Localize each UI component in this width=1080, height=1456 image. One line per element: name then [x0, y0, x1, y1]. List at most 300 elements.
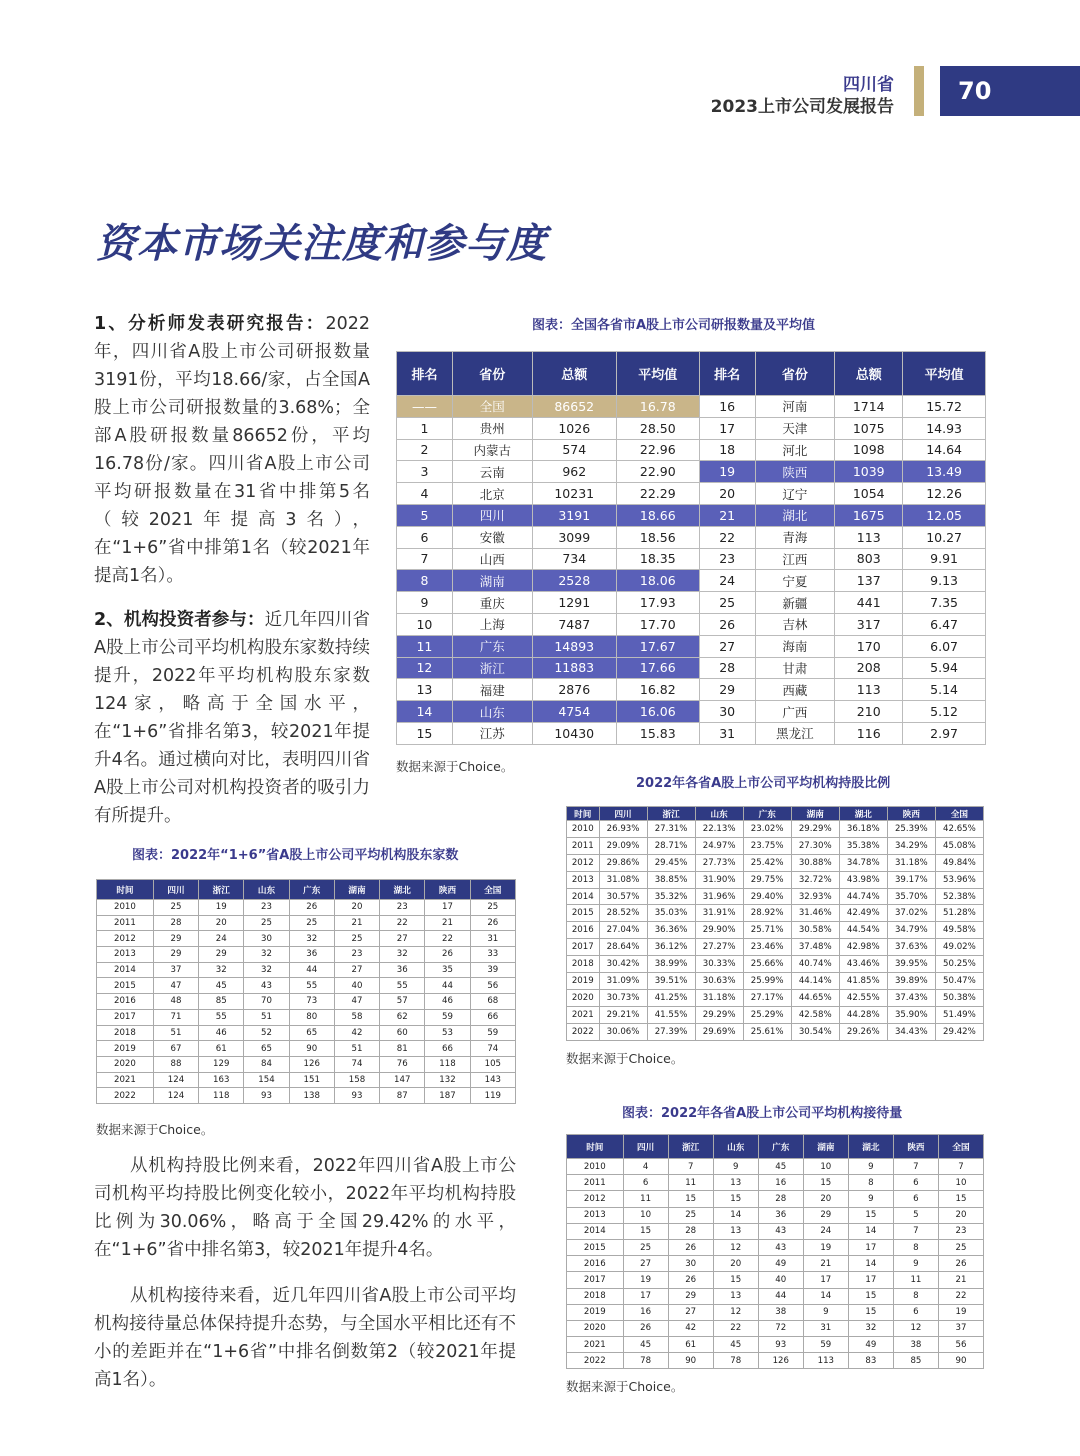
- table-cell: 9: [848, 1159, 893, 1175]
- table-cell: 22.90: [616, 461, 699, 483]
- table-cell: 吉林: [755, 613, 835, 635]
- table-cell: 4: [397, 483, 453, 505]
- column-header: 湖北: [848, 1135, 893, 1159]
- column-header: 排名: [397, 352, 453, 396]
- table-cell: 2: [397, 439, 453, 461]
- table-cell: 67: [153, 1041, 198, 1057]
- table-row: [97, 915, 516, 931]
- table-cell: 40: [334, 978, 379, 994]
- table-cell: 2012: [567, 1191, 624, 1207]
- table-cell: 21: [334, 915, 379, 931]
- table-cell: 29.42%: [935, 1023, 983, 1040]
- table-cell: 2021: [97, 1072, 154, 1088]
- table-row: [567, 1175, 984, 1191]
- column-header: 省份: [452, 352, 532, 396]
- table-cell: 19: [623, 1272, 668, 1288]
- table-cell: 7: [893, 1223, 938, 1239]
- section-title: 资本市场关注度和参与度: [96, 221, 547, 267]
- table-cell: 15: [848, 1207, 893, 1223]
- table-cell: 42.55%: [839, 989, 887, 1006]
- table-row: [567, 871, 984, 888]
- table-cell: 15: [713, 1272, 758, 1288]
- table-row: [397, 592, 986, 614]
- table-cell: 2013: [567, 871, 600, 888]
- table-cell: 27.27%: [695, 939, 743, 956]
- table-cell: 21: [425, 915, 470, 931]
- table-cell: 76: [380, 1056, 425, 1072]
- table-cell: 山西: [452, 548, 532, 570]
- table-cell: 55: [380, 978, 425, 994]
- table-cell: 4: [623, 1159, 668, 1175]
- column-header: 排名: [699, 352, 755, 396]
- table-cell: 49.58%: [935, 922, 983, 939]
- column-header: 全国: [470, 880, 515, 900]
- table-cell: 河南: [755, 396, 835, 418]
- table-cell: 51: [153, 1025, 198, 1041]
- table-cell: 5.12: [903, 701, 986, 723]
- table-cell: 27: [334, 962, 379, 978]
- table-cell: 116: [835, 722, 903, 744]
- table-cell: 31: [470, 931, 515, 947]
- table-cell: 2012: [97, 931, 154, 947]
- table-cell: 四川: [452, 504, 532, 526]
- table-cell: 42.58%: [791, 1006, 839, 1023]
- table-cell: 80: [289, 1009, 334, 1025]
- table-cell: 60: [380, 1025, 425, 1041]
- table-row: [567, 1223, 984, 1239]
- table-cell: 39: [470, 962, 515, 978]
- table-cell: 2010: [567, 821, 600, 838]
- table-cell: 62: [380, 1009, 425, 1025]
- table-cell: 74: [470, 1041, 515, 1057]
- table-cell: 57: [380, 994, 425, 1010]
- table-cell: 25.29%: [743, 1006, 791, 1023]
- table-row: [397, 461, 986, 483]
- table-cell: 15: [713, 1191, 758, 1207]
- table-cell: 7: [938, 1159, 983, 1175]
- table-cell: 71: [153, 1009, 198, 1025]
- table-cell: 32.93%: [791, 888, 839, 905]
- table-cell: 25: [470, 900, 515, 916]
- table-cell: 22.13%: [695, 821, 743, 838]
- table-cell: 2012: [567, 854, 600, 871]
- table-cell: 14893: [532, 635, 616, 657]
- column-header: 陕西: [425, 880, 470, 900]
- table-cell: 65: [289, 1025, 334, 1041]
- table-cell: 11883: [532, 657, 616, 679]
- table-cell: 5: [893, 1207, 938, 1223]
- table-cell: 26: [289, 900, 334, 916]
- table-cell: 78: [623, 1353, 668, 1369]
- table-cell: 50.25%: [935, 956, 983, 973]
- table-cell: 47: [334, 994, 379, 1010]
- table-cell: 45: [713, 1337, 758, 1353]
- table-cell: 803: [835, 548, 903, 570]
- column-header: 陕西: [887, 807, 935, 821]
- table-row: [567, 1288, 984, 1304]
- table-cell: 2014: [97, 962, 154, 978]
- table-cell: 15: [938, 1191, 983, 1207]
- table-cell: 55: [289, 978, 334, 994]
- column-header: 浙江: [668, 1135, 713, 1159]
- table-cell: 39.17%: [887, 871, 935, 888]
- table-cell: 119: [470, 1088, 515, 1104]
- reception-table: [566, 1134, 984, 1369]
- table-cell: 陕西: [755, 461, 835, 483]
- table-cell: 29.45%: [647, 854, 695, 871]
- table-cell: 35.38%: [839, 837, 887, 854]
- table-row: [567, 1353, 984, 1369]
- paragraph-analyst-head: 1、分析师发表研究报告：: [94, 314, 326, 334]
- table-cell: 21: [803, 1256, 848, 1272]
- table-cell: 21: [938, 1272, 983, 1288]
- table-cell: 44: [758, 1288, 803, 1304]
- table-cell: 9: [803, 1304, 848, 1320]
- table-cell: 49: [848, 1337, 893, 1353]
- table-cell: 17: [803, 1272, 848, 1288]
- table-row: [97, 1009, 516, 1025]
- table-cell: 46: [425, 994, 470, 1010]
- table-row: [397, 635, 986, 657]
- table-cell: 42.65%: [935, 821, 983, 838]
- table-cell: 辽宁: [755, 483, 835, 505]
- column-header: 山东: [244, 880, 289, 900]
- holders-table-body: [97, 900, 516, 1104]
- table-cell: 27: [623, 1256, 668, 1272]
- table-cell: 15: [668, 1191, 713, 1207]
- table-cell: 20: [803, 1191, 848, 1207]
- table-cell: 22.29: [616, 483, 699, 505]
- paragraph-holding-ratio: 从机构持股比例来看，2022年四川省A股上市公司机构平均持股比例变化较小，2022年平均机构持股比例为30.06%，略高于全国29.42%的水平，在“1+6”省中排名第3，较2021年提升4名。: [94, 1156, 516, 1260]
- table-cell: 19: [699, 461, 755, 483]
- table-cell: 27: [380, 931, 425, 947]
- table-cell: 14: [848, 1256, 893, 1272]
- table-row: [397, 701, 986, 723]
- table-cell: 2021: [567, 1006, 600, 1023]
- table-cell: 37.43%: [887, 989, 935, 1006]
- table-cell: 21: [699, 504, 755, 526]
- ratio-table-header: [567, 807, 984, 821]
- table-cell: 34.79%: [887, 922, 935, 939]
- table-cell: 江苏: [452, 722, 532, 744]
- table-row: [567, 821, 984, 838]
- table-cell: 广东: [452, 635, 532, 657]
- table-cell: 16: [758, 1175, 803, 1191]
- table-cell: 26.93%: [599, 821, 647, 838]
- table-cell: 上海: [452, 613, 532, 635]
- holders-table: [96, 879, 516, 1104]
- table-cell: 38.99%: [647, 956, 695, 973]
- table-cell: 29.09%: [599, 837, 647, 854]
- table-cell: 49: [758, 1256, 803, 1272]
- table-cell: 12: [893, 1320, 938, 1336]
- table-cell: 2021: [567, 1337, 624, 1353]
- table-cell: 15: [803, 1175, 848, 1191]
- table-cell: 10.27: [903, 526, 986, 548]
- table-cell: 49.02%: [935, 939, 983, 956]
- table-cell: 31.08%: [599, 871, 647, 888]
- table-cell: 江西: [755, 548, 835, 570]
- table-cell: 24: [699, 570, 755, 592]
- table-cell: 40: [758, 1272, 803, 1288]
- table-cell: 147: [380, 1072, 425, 1088]
- table-cell: 13: [397, 679, 453, 701]
- table-cell: 61: [199, 1041, 244, 1057]
- table-cell: 50.38%: [935, 989, 983, 1006]
- table-cell: 129: [199, 1056, 244, 1072]
- table-cell: 124: [153, 1072, 198, 1088]
- table-cell: 44.65%: [791, 989, 839, 1006]
- table-cell: 17.67: [616, 635, 699, 657]
- table-cell: 2016: [97, 994, 154, 1010]
- table-cell: 30.57%: [599, 888, 647, 905]
- table-cell: 31.18%: [695, 989, 743, 1006]
- table-cell: 44: [425, 978, 470, 994]
- table-cell: 15: [848, 1288, 893, 1304]
- table-cell: 42: [334, 1025, 379, 1041]
- table-row: [397, 396, 986, 418]
- table-cell: 44.54%: [839, 922, 887, 939]
- table-cell: 山东: [452, 701, 532, 723]
- table-cell: 86652: [532, 396, 616, 418]
- table-cell: 19: [803, 1239, 848, 1255]
- table-cell: 16.82: [616, 679, 699, 701]
- table-cell: 安徽: [452, 526, 532, 548]
- paragraph-institution-head: 2、机构投资者参与：: [94, 610, 265, 630]
- table-cell: 50.47%: [935, 973, 983, 990]
- table-cell: 26: [623, 1320, 668, 1336]
- table-cell: 84: [244, 1056, 289, 1072]
- table-cell: 138: [289, 1088, 334, 1104]
- table-cell: 30.63%: [695, 973, 743, 990]
- table-cell: 24.97%: [695, 837, 743, 854]
- table-cell: 74: [334, 1056, 379, 1072]
- table-cell: 23: [699, 548, 755, 570]
- table-cell: 11: [668, 1175, 713, 1191]
- ratio-table-body: [567, 821, 984, 1041]
- table-row: [97, 931, 516, 947]
- table-cell: 61: [668, 1337, 713, 1353]
- table-cell: 27.31%: [647, 821, 695, 838]
- table-cell: 83: [848, 1353, 893, 1369]
- table-cell: 25: [938, 1239, 983, 1255]
- table-cell: 25: [699, 592, 755, 614]
- table-cell: 9: [848, 1191, 893, 1207]
- table-row: [97, 1072, 516, 1088]
- table-cell: 30: [668, 1256, 713, 1272]
- table-cell: 45.08%: [935, 837, 983, 854]
- table-cell: 28.92%: [743, 905, 791, 922]
- table-cell: 113: [803, 1353, 848, 1369]
- table-cell: 18.56: [616, 526, 699, 548]
- table-cell: 36: [380, 962, 425, 978]
- table-row: [97, 1088, 516, 1104]
- table-cell: 39.51%: [647, 973, 695, 990]
- table-cell: 118: [425, 1056, 470, 1072]
- table-cell: 1098: [835, 439, 903, 461]
- table-cell: 31.46%: [791, 905, 839, 922]
- table-cell: 2017: [97, 1009, 154, 1025]
- table-cell: 9.13: [903, 570, 986, 592]
- table-cell: 2011: [97, 915, 154, 931]
- table-cell: 35.70%: [887, 888, 935, 905]
- table-cell: 29.40%: [743, 888, 791, 905]
- table-cell: 51: [334, 1041, 379, 1057]
- table-cell: 10: [397, 613, 453, 635]
- table-cell: 23.46%: [743, 939, 791, 956]
- table-cell: 33: [470, 947, 515, 963]
- table-cell: 52: [244, 1025, 289, 1041]
- table-cell: 5.14: [903, 679, 986, 701]
- column-header: 湖南: [791, 807, 839, 821]
- table-cell: 2015: [567, 905, 600, 922]
- table-cell: 2.97: [903, 722, 986, 744]
- table-cell: 23: [244, 900, 289, 916]
- table-cell: 43.98%: [839, 871, 887, 888]
- table-cell: 云南: [452, 461, 532, 483]
- table-cell: 18.35: [616, 548, 699, 570]
- table-cell: 29.86%: [599, 854, 647, 871]
- table-cell: 30: [699, 701, 755, 723]
- table-cell: 6: [893, 1175, 938, 1191]
- table-cell: 52.38%: [935, 888, 983, 905]
- table-cell: 25: [244, 915, 289, 931]
- table-cell: 72: [758, 1320, 803, 1336]
- table-cell: 105: [470, 1056, 515, 1072]
- table-cell: 93: [334, 1088, 379, 1104]
- table-cell: 36: [758, 1207, 803, 1223]
- table-cell: 30: [244, 931, 289, 947]
- table-cell: 28.50: [616, 417, 699, 439]
- table-cell: 44.28%: [839, 1006, 887, 1023]
- table-cell: 6: [893, 1191, 938, 1207]
- table-row: [97, 1025, 516, 1041]
- table-cell: 2018: [567, 1288, 624, 1304]
- table-cell: 38: [758, 1304, 803, 1320]
- table-cell: 51: [244, 1009, 289, 1025]
- table-cell: 42.98%: [839, 939, 887, 956]
- table-cell: 41.85%: [839, 973, 887, 990]
- table-cell: 962: [532, 461, 616, 483]
- paragraph-reception: 从机构接待来看，近几年四川省A股上市公司平均机构接待量总体保持提升态势，与全国水平相比还有不小的差距并在“1+6省”中排名倒数第2（较2021年提高1名）。: [94, 1286, 516, 1390]
- table-cell: 2013: [567, 1207, 624, 1223]
- table-cell: 29: [199, 947, 244, 963]
- table-cell: 31.09%: [599, 973, 647, 990]
- table-row: [97, 1041, 516, 1057]
- table-cell: 118: [199, 1088, 244, 1104]
- table-cell: 26: [938, 1256, 983, 1272]
- table-cell: 2011: [567, 837, 600, 854]
- table-cell: 158: [334, 1072, 379, 1088]
- table-cell: 20: [938, 1207, 983, 1223]
- table-cell: 734: [532, 548, 616, 570]
- table-cell: 42: [668, 1320, 713, 1336]
- column-header: 广东: [758, 1135, 803, 1159]
- table-cell: 12: [397, 657, 453, 679]
- table-cell: 4754: [532, 701, 616, 723]
- table-cell: 2010: [97, 900, 154, 916]
- table-cell: 12.05: [903, 504, 986, 526]
- table-cell: 28.71%: [647, 837, 695, 854]
- table-cell: 8: [893, 1288, 938, 1304]
- table-row: [97, 962, 516, 978]
- table-cell: 36: [289, 947, 334, 963]
- ratio-table-source: 数据来源于Choice。: [566, 1051, 684, 1066]
- table-cell: 10: [803, 1159, 848, 1175]
- table-cell: 29.69%: [695, 1023, 743, 1040]
- table-cell: 37: [153, 962, 198, 978]
- column-header: 湖北: [839, 807, 887, 821]
- table-row: [97, 1056, 516, 1072]
- table-row: [397, 548, 986, 570]
- table-row: [567, 1159, 984, 1175]
- table-cell: 208: [835, 657, 903, 679]
- table-cell: 132: [425, 1072, 470, 1088]
- table-cell: 29.29%: [695, 1006, 743, 1023]
- table-cell: 5.94: [903, 657, 986, 679]
- table-cell: 45: [623, 1337, 668, 1353]
- table-cell: 1054: [835, 483, 903, 505]
- table-cell: 22: [425, 931, 470, 947]
- table-cell: 51.28%: [935, 905, 983, 922]
- table-cell: 湖南: [452, 570, 532, 592]
- table-cell: 17: [848, 1272, 893, 1288]
- column-header: 湖南: [803, 1135, 848, 1159]
- table-cell: 7: [397, 548, 453, 570]
- table-row: [567, 1239, 984, 1255]
- table-cell: 14: [848, 1223, 893, 1239]
- table-cell: 45: [199, 978, 244, 994]
- table-cell: 14.93: [903, 417, 986, 439]
- table-cell: 58: [334, 1009, 379, 1025]
- table-cell: 2020: [567, 989, 600, 1006]
- table-cell: 海南: [755, 635, 835, 657]
- table-row: [567, 973, 984, 990]
- column-header: 湖北: [380, 880, 425, 900]
- table-cell: 7: [668, 1159, 713, 1175]
- table-cell: 39.95%: [887, 956, 935, 973]
- column-header: 浙江: [647, 807, 695, 821]
- table-cell: 73: [289, 994, 334, 1010]
- table-row: [397, 417, 986, 439]
- table-cell: 66: [425, 1041, 470, 1057]
- table-cell: 16.06: [616, 701, 699, 723]
- table-cell: 93: [244, 1088, 289, 1104]
- table-cell: 13: [713, 1288, 758, 1304]
- table-cell: 24: [199, 931, 244, 947]
- table-cell: 17.93: [616, 592, 699, 614]
- table-cell: 22: [938, 1288, 983, 1304]
- table-cell: 59: [803, 1337, 848, 1353]
- table-cell: 27.04%: [599, 922, 647, 939]
- column-header: 省份: [755, 352, 835, 396]
- table-cell: 55: [199, 1009, 244, 1025]
- holders-table-source: 数据来源于Choice。: [96, 1122, 214, 1137]
- table-cell: 26: [425, 947, 470, 963]
- column-header: 四川: [153, 880, 198, 900]
- table-cell: 187: [425, 1088, 470, 1104]
- table-cell: 14: [713, 1207, 758, 1223]
- table-row: [567, 854, 984, 871]
- table-cell: 1291: [532, 592, 616, 614]
- table-cell: 2022: [97, 1088, 154, 1104]
- table-cell: 6: [623, 1175, 668, 1191]
- table-cell: 37.02%: [887, 905, 935, 922]
- rank-table-source: 数据来源于Choice。: [396, 759, 514, 774]
- header-accent-bar: [914, 66, 924, 116]
- table-cell: 34.43%: [887, 1023, 935, 1040]
- table-row: [397, 657, 986, 679]
